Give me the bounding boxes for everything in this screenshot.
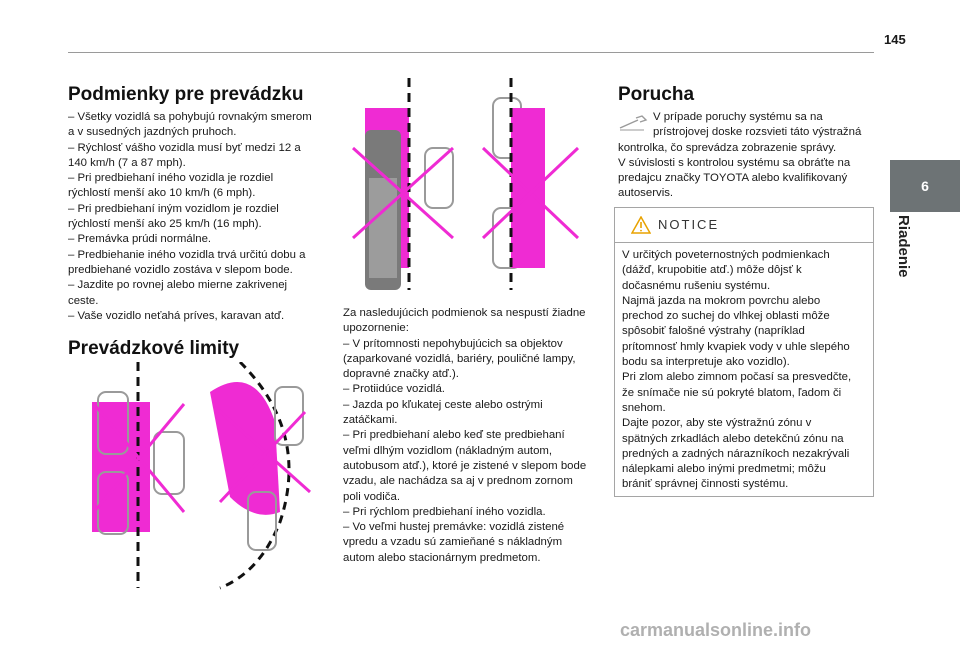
chapter-label <box>888 215 918 305</box>
lane-illustration-left <box>80 362 320 594</box>
text-line: vpredu a vzadu sú zamieňané s nákladným <box>343 536 563 549</box>
detection-zone <box>511 108 545 268</box>
text-line: dopravné značky atď.). <box>343 368 459 381</box>
warning-triangle-icon <box>631 216 651 234</box>
list-line: – Všetky vozidlá sa pohybujú rovnakým smerom <box>68 111 312 123</box>
list-line: – Predbiehanie iného vozidla trvá určitú dobu a <box>68 248 306 261</box>
text-line: – Pri predbiehaní alebo keď ste predbiehaní <box>343 429 565 442</box>
text-line: zatáčkami. <box>343 414 398 427</box>
notice-title: NOTICE <box>658 217 720 232</box>
text-line: (dážď, krupobitie atď.) môže dôjsť k <box>622 264 802 277</box>
text-line: (zaparkované vozidlá, bariéry, pouličné lampy, <box>343 352 576 365</box>
list-line: – Jazdite po rovnej alebo mierne zakrivenej <box>68 279 288 292</box>
text-line: – Vo veľmi hustej premávke: vozidlá zistené <box>343 521 565 534</box>
text-line: nálepkami alebo inými predmetmi; môžu <box>622 463 826 476</box>
text-line: autoservis. <box>618 187 674 200</box>
car-shape <box>154 432 184 494</box>
text-line: prechod zo suchej do vlhkej oblasti môže <box>622 310 830 323</box>
text-line: že snímače nie sú pokryté blatom, ľadom či <box>622 386 842 399</box>
page-number: 145 <box>884 32 906 47</box>
list-line: – Premávka prúdi normálne. <box>68 233 212 246</box>
text-line: – Pri rýchlom predbiehaní iného vozidla. <box>343 505 546 518</box>
text-line: – V prítomnosti nepohybujúcich sa objektov <box>343 337 563 350</box>
watermark: carmanualsonline.info <box>620 620 812 640</box>
failure-intro <box>618 141 880 202</box>
text-line: predných a zadných nárazníkoch nezakrývali <box>622 447 850 460</box>
text-line: V súvislosti s kontrolou systému sa obráťte na <box>618 156 851 169</box>
chapter-label-text: Riadenie <box>895 215 912 278</box>
text-line: spätných zrkadlách alebo detekčnú zónu na <box>622 432 844 445</box>
text-line: bodu sa interpretuje ako vozidlo). <box>622 356 790 369</box>
text-line: spôsobiť falošné výstrahy (napríklad <box>622 325 805 338</box>
list-line: – Pri predbiehaní iným vozidlom je rozdiel <box>68 202 279 215</box>
text-line: – Jazda po kľukatej ceste alebo ostrými <box>343 398 543 411</box>
list-line: – Rýchlosť vášho vozidla musí byť medzi 12 a <box>68 141 301 154</box>
car-shape <box>425 148 453 208</box>
text-line: veľmi dlhým vozidlom (nákladným autom, <box>343 444 553 457</box>
list-line: – Vaše vozidlo neťahá príves, karavan atď. <box>68 309 285 322</box>
text-line: vzadu, ale nachádza sa aj v prednom zornom <box>343 475 573 488</box>
list-line: 140 km/h (7 a 87 mph). <box>68 156 186 169</box>
heading-operating-conditions: Podmienky pre prevádzku <box>68 84 304 105</box>
text-line: poli vodiča. <box>343 490 400 503</box>
text-line: predajcu značky TOYOTA alebo kvalifikovaný <box>618 172 848 185</box>
lane-illustration-middle <box>343 78 583 300</box>
failure-intro-indented <box>653 110 878 141</box>
notice-header <box>615 208 873 243</box>
text-line: autom alebo stacionárnym predmetom. <box>343 551 541 564</box>
notice-box <box>614 207 874 497</box>
text-line: Pri zlom alebo zimnom počasí sa presvedčte, <box>622 371 852 384</box>
text-line: upozornenie: <box>343 322 409 335</box>
car-shape <box>275 387 303 445</box>
list-line: a v susedných jazdných pruhoch. <box>68 126 237 139</box>
text-line: prítomnosť hmly kvapiek vody v uhle slepého <box>622 340 850 353</box>
heading-operating-limits: Prevádzkové limity <box>68 338 240 359</box>
detection-zone <box>92 402 150 532</box>
list-line: rýchlostí menší ako 10 km/h (6 mph). <box>68 187 256 200</box>
operating-conditions-list <box>68 110 338 324</box>
truck-trailer <box>369 178 397 278</box>
text-line: snehom. <box>622 401 666 414</box>
wrench-warning-icon <box>618 114 648 132</box>
text-line: Najmä jazda na mokrom povrchu alebo <box>622 294 821 307</box>
text-line: kontrolka, čo sprevádza zobrazenie správy. <box>618 141 837 154</box>
list-line: predbiehané vozidlo zostáva v slepom bode. <box>68 263 293 276</box>
list-line: rýchlostí menší ako 25 km/h (16 mph). <box>68 218 262 231</box>
chapter-tab[interactable]: 6 <box>890 160 960 212</box>
list-line: – Pri predbiehaní iného vozidla je rozdiel <box>68 172 274 185</box>
text-line: autobusom atď.), ktoré je zistené v slepom bode <box>343 459 587 472</box>
text-line: brániť správnej činnosti systému. <box>622 478 789 491</box>
list-line: ceste. <box>68 294 99 307</box>
notice-text <box>622 248 872 493</box>
text-line: Dajte pozor, aby ste výstražnú zónu v <box>622 417 812 430</box>
no-warning-conditions <box>343 306 605 566</box>
text-line: – Protiidúce vozidlá. <box>343 383 445 396</box>
heading-failure: Porucha <box>618 84 695 105</box>
text-line: dočasnému rušeniu systému. <box>622 279 771 292</box>
text-line: V prípade poruchy systému sa na <box>653 111 823 123</box>
header-rule <box>68 52 874 53</box>
text-line: prístrojovej doske rozsvieti táto výstražná <box>653 126 862 139</box>
text-line: Za nasledujúcich podmienok sa nespustí žiadne <box>343 307 586 319</box>
text-line: V určitých poveternostných podmienkach <box>622 249 830 261</box>
